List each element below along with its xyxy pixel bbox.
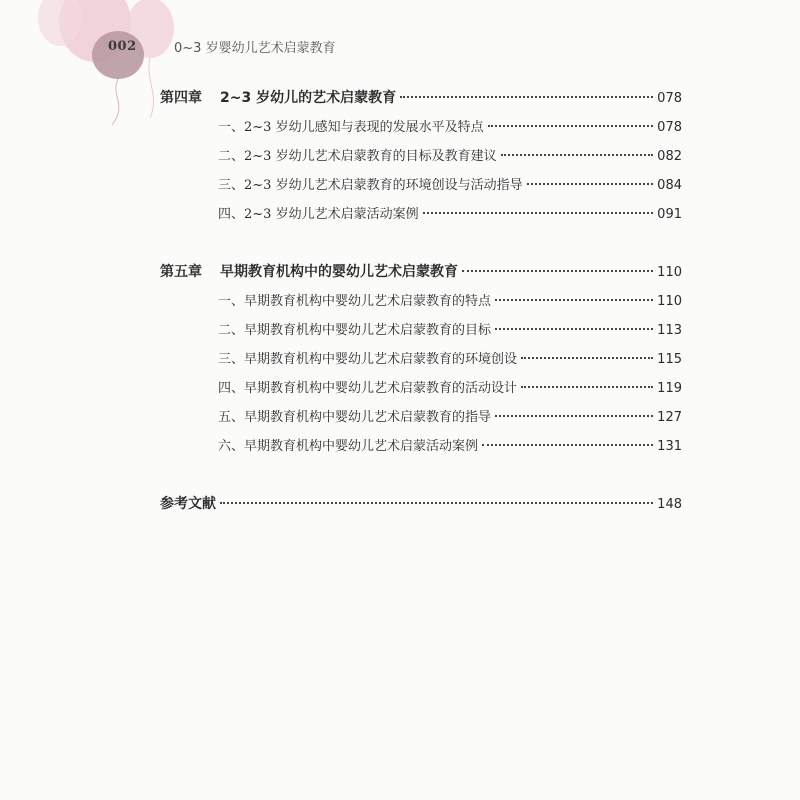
toc-section[interactable] (160, 200, 682, 229)
section-title: 六、早期教育机构中婴幼儿艺术启蒙活动案例 (218, 439, 479, 454)
page-ref: 113 (657, 323, 682, 338)
page-ref: 127 (657, 410, 682, 425)
page-number: 002 (108, 38, 137, 54)
toc-section[interactable] (160, 316, 682, 345)
balloon-string-2 (149, 58, 154, 118)
section-title: 二、早期教育机构中婴幼儿艺术启蒙教育的目标 (218, 323, 492, 338)
chapter-label: 第四章 (160, 90, 202, 106)
leader-dots (495, 299, 653, 301)
page-ref: 131 (657, 439, 682, 454)
toc-section[interactable] (160, 113, 682, 142)
leader-dots (400, 96, 653, 98)
chapter-title: 2~3 岁幼儿的艺术启蒙教育 (220, 90, 397, 106)
chapter-label: 第五章 (160, 264, 202, 280)
table-of-contents (160, 84, 682, 519)
page-ref: 115 (657, 352, 682, 367)
page-ref: 084 (657, 178, 682, 193)
toc-section[interactable] (160, 432, 682, 461)
section-title: 四、2~3 岁幼儿艺术启蒙活动案例 (218, 207, 419, 222)
leader-dots (482, 444, 653, 446)
leader-dots (501, 154, 654, 156)
page-ref: 078 (657, 120, 682, 135)
page-ref: 110 (657, 265, 682, 280)
leader-dots (220, 502, 653, 504)
leader-dots (495, 415, 653, 417)
toc-section[interactable] (160, 374, 682, 403)
leader-dots (488, 125, 654, 127)
book-title: 0~3 岁婴幼儿艺术启蒙教育 (174, 40, 336, 56)
spacer (160, 229, 682, 258)
leader-dots (462, 270, 653, 272)
toc-chapter-5[interactable] (160, 258, 682, 287)
page-header (108, 34, 336, 58)
spacer (160, 461, 682, 490)
leader-dots (423, 212, 654, 214)
page-ref: 078 (657, 91, 682, 106)
chapter-title: 早期教育机构中的婴幼儿艺术启蒙教育 (220, 264, 458, 280)
page-ref: 119 (657, 381, 682, 396)
section-title: 五、早期教育机构中婴幼儿艺术启蒙教育的指导 (218, 410, 492, 425)
section-title: 一、2~3 岁幼儿感知与表现的发展水平及特点 (218, 120, 484, 135)
leader-dots (521, 357, 653, 359)
page-ref: 091 (657, 207, 682, 222)
section-title: 四、早期教育机构中婴幼儿艺术启蒙教育的活动设计 (218, 381, 518, 396)
page-ref: 082 (657, 149, 682, 164)
toc-section[interactable] (160, 345, 682, 374)
toc-section[interactable] (160, 142, 682, 171)
leader-dots (495, 328, 653, 330)
section-title: 一、早期教育机构中婴幼儿艺术启蒙教育的特点 (218, 294, 492, 309)
references-title: 参考文献 (160, 496, 216, 512)
toc-references[interactable] (160, 490, 682, 519)
section-title: 二、2~3 岁幼儿艺术启蒙教育的目标及教育建议 (218, 149, 497, 164)
section-title: 三、早期教育机构中婴幼儿艺术启蒙教育的环境创设 (218, 352, 518, 367)
toc-section[interactable] (160, 287, 682, 316)
balloon-string (112, 79, 119, 125)
page-ref: 148 (657, 497, 682, 512)
toc-chapter-4[interactable] (160, 84, 682, 113)
page-ref: 110 (657, 294, 682, 309)
leader-dots (527, 183, 654, 185)
toc-section[interactable] (160, 403, 682, 432)
leader-dots (521, 386, 653, 388)
section-title: 三、2~3 岁幼儿艺术启蒙教育的环境创设与活动指导 (218, 178, 523, 193)
toc-section[interactable] (160, 171, 682, 200)
